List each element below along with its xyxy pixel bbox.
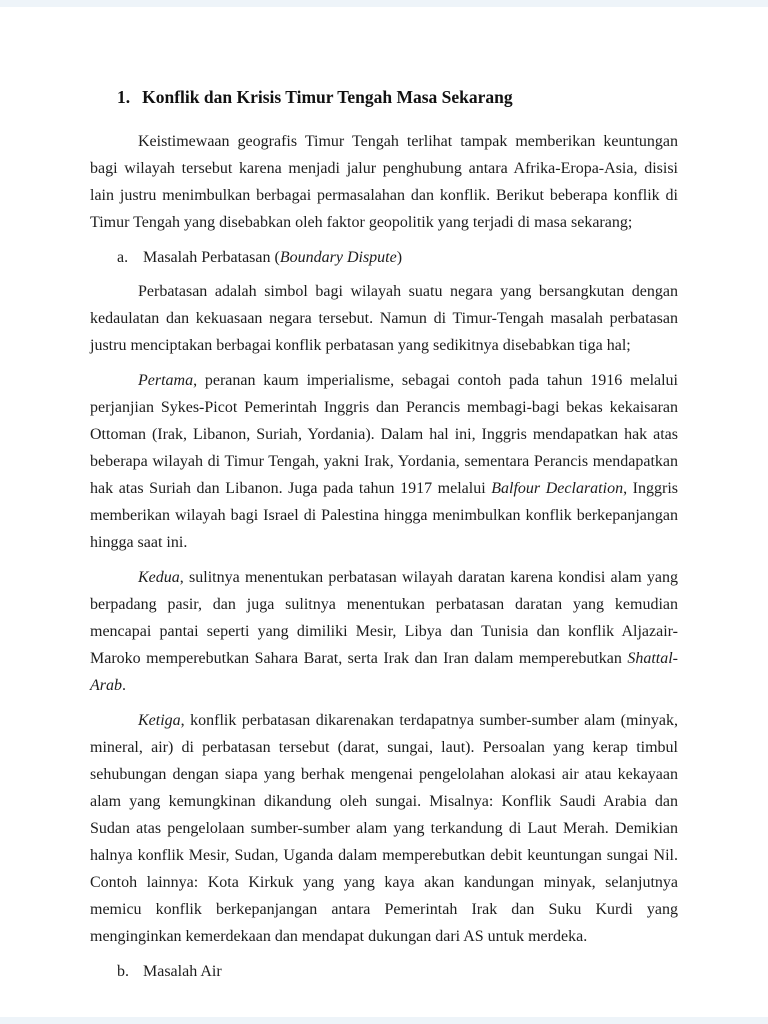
pertama-body-2: , Inggris memberikan wilayah bagi Israel di Palestina hingga menimbulkan konflik berkepanjangan hingga saat ini. bbox=[90, 480, 678, 551]
intro-paragraph: Keistimewaan geografis Timur Tengah terlihat tampak memberikan keuntungan bagi wilayah tersebut karena menjadi jalur penghubung antara Afrika-Eropa-Asia, disisi lain justru menimbulkan berbagai permasalahan dan konflik. Berikut beberapa konflik di Timur Tengah yang disebabkan oleh faktor geopolitik yang terjadi di masa sekarang; bbox=[90, 133, 678, 231]
page-bottom-edge bbox=[0, 1017, 768, 1024]
list-item-b-marker: b. bbox=[117, 963, 129, 980]
pertama-body-1: , peranan kaum imperialisme, sebagai contoh pada tahun 1916 melalui perjanjian Sykes-Picot Pemerintah Inggris dan Perancis membagi-bagi bekas kekaisaran Ottoman (Irak, Libanon, Suriah, Yordania). Dalam hal ini, Inggris mendapatkan hak atas beberapa wilayah di Timur Tengah, yakni Irak, Yordania, sementara Perancis mendapatkan hak atas Suriah dan Libanon. Juga pada tahun 1917 melalui bbox=[90, 372, 678, 497]
kedua-mid-italic: Shattal-Arab bbox=[90, 650, 678, 694]
list-item-a bbox=[117, 244, 678, 271]
paragraph-kedua bbox=[90, 564, 678, 699]
paragraph-ketiga bbox=[90, 707, 678, 950]
kedua-lead-italic: Kedua bbox=[138, 569, 180, 586]
title-number: 1. bbox=[117, 87, 131, 107]
kedua-body-1: , sulitnya menentukan perbatasan wilayah daratan karena kondisi alam yang berpadang pasir, dan juga sulitnya menentukan perbatasan daratan yang kemudian mencapai pantai seperti yang dimiliki Mesir, Libya dan Tunisia dan konflik Aljazair-Maroko memperebutkan Sahara Barat, serta Irak dan Iran dalam memperebutkan bbox=[90, 569, 678, 667]
list-item-a-label-italic: Boundary Dispute bbox=[279, 249, 397, 266]
paragraph-pertama bbox=[90, 367, 678, 556]
pertama-lead-italic: Pertama bbox=[138, 372, 194, 389]
list-item-a-marker: a. bbox=[117, 249, 129, 266]
ketiga-lead-italic: Ketiga bbox=[138, 712, 181, 729]
page-title bbox=[117, 86, 678, 108]
list-item-a-label-suffix: ) bbox=[396, 249, 403, 266]
ketiga-body-1: , konflik perbatasan dikarenakan terdapatnya sumber-sumber alam (minyak, mineral, air) di perbatasan tersebut (darat, sungai, laut). Persoalan yang kerap timbul sehubungan dengan siapa yang berhak mengenai pengelolahan alokasi air atau kekayaan alam yang kemungkinan dikandung oleh sungai. Misalnya: Konflik Saudi Arabia dan Sudan atas pengelolaan sumber-sumber alam yang terkandung di Laut Merah. Demikian halnya konflik Mesir, Sudan, Uganda dalam memperebutkan debit keuntungan sungai Nil. Contoh lainnya: Kota Kirkuk yang yang kaya akan kandungan minyak, selanjutnya memicu konflik berkepanjangan antara Pemerintah Irak dan Suku Kurdi yang menginginkan kemerdekaan dan mendapat dukungan dari AS untuk merdeka. bbox=[90, 712, 678, 945]
kedua-body-2: . bbox=[122, 677, 126, 694]
list-item-a-label-prefix: Masalah Perbatasan ( bbox=[143, 249, 280, 266]
pertama-mid-italic: Balfour Declaration bbox=[491, 480, 624, 497]
list-item-b-label: Masalah Air bbox=[143, 963, 222, 980]
paragraph-perbatasan: Perbatasan adalah simbol bagi wilayah suatu negara yang bersangkutan dengan kedaulatan dan kekuasaan negara tersebut. Namun di Timur-Tengah masalah perbatasan justru menciptakan berbagai konflik perbatasan yang sedikitnya disebabkan tiga hal; bbox=[90, 283, 678, 354]
title-text: Konflik dan Krisis Timur Tengah Masa Sekarang bbox=[142, 87, 513, 107]
list-item-b bbox=[117, 958, 678, 985]
